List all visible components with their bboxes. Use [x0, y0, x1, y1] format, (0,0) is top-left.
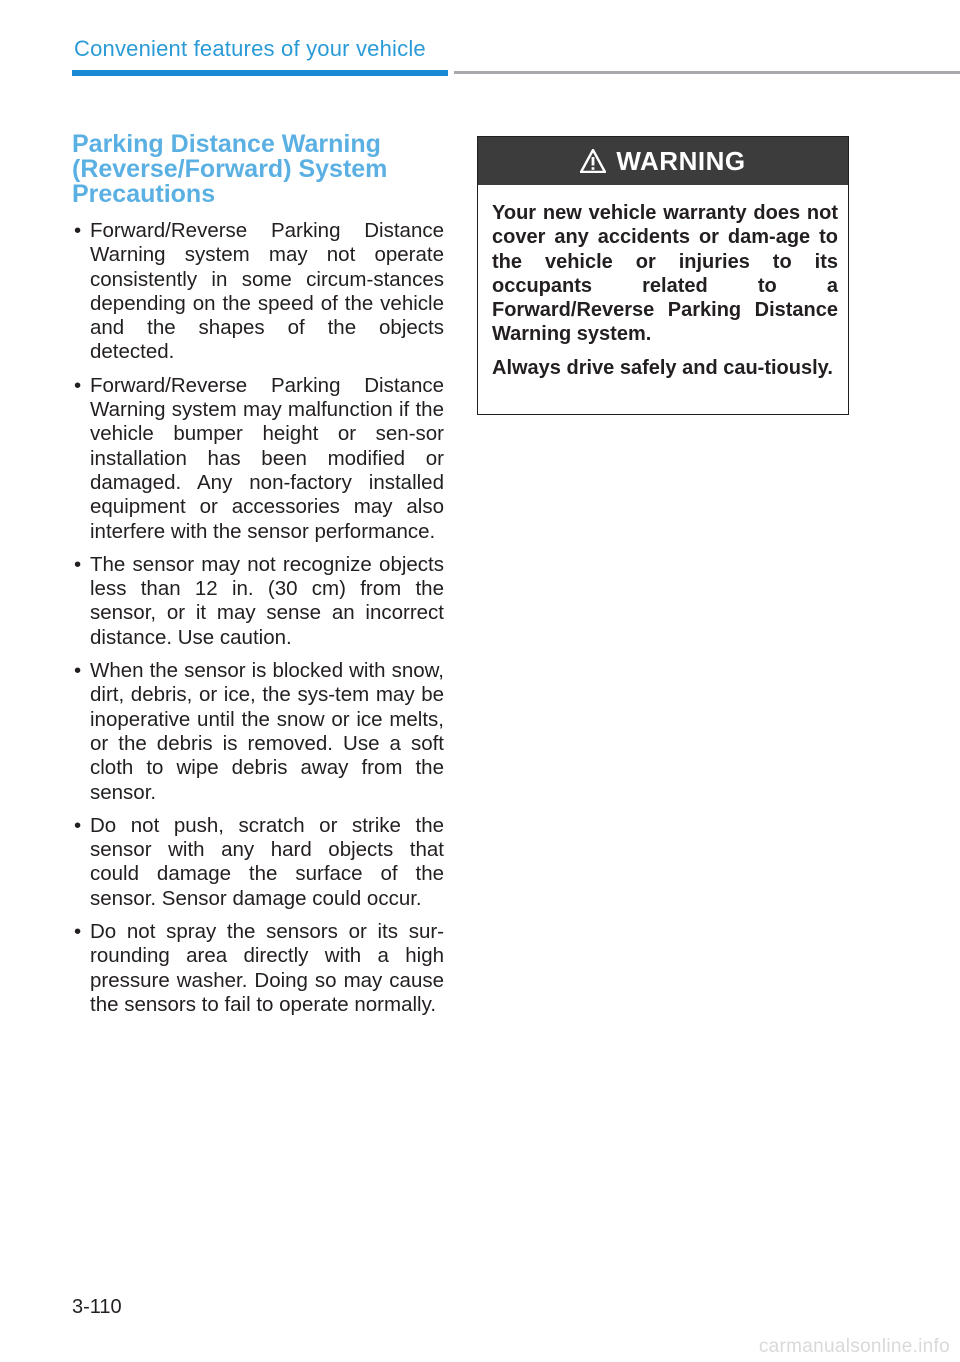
- section-header-title: Convenient features of your vehicle: [74, 36, 426, 61]
- section-heading: [72, 132, 444, 207]
- warning-paragraph: Your new vehicle warranty does not cover any accidents or dam-age to the vehicle or injuries to its occupants related to a Forward/Reverse Parking Distance Warning system.: [492, 202, 838, 346]
- bullet-icon: •: [74, 219, 82, 242]
- warning-header: [478, 137, 848, 185]
- list-item-text: Do not spray the sensors or its sur-rounding area directly with a high pressure washer. Doing so may cause the sensors to fail to operate normally.: [90, 920, 444, 1016]
- list-item: [72, 659, 444, 805]
- list-item: [72, 219, 444, 365]
- heading-line-2: (Reverse/Forward) System: [72, 155, 388, 183]
- heading-line-1: Parking Distance Warning: [72, 130, 381, 158]
- header-divider-rule: [454, 71, 960, 74]
- list-item-text: Do not push, scratch or strike the sensor with any hard objects that could damage the surface of the sensor. Sensor damage could occur.: [90, 813, 444, 910]
- list-item-text: The sensor may not recognize objects less than 12 in. (30 cm) from the sensor, or it may sense an incorrect distance. Use caution.: [90, 552, 444, 649]
- warning-box: [477, 136, 849, 415]
- bullet-icon: •: [74, 920, 82, 944]
- page-number: 3-110: [72, 1296, 122, 1318]
- list-item: [72, 920, 444, 1017]
- bullet-icon: •: [74, 659, 82, 683]
- list-item: [72, 553, 444, 650]
- list-item-text: When the sensor is blocked with snow, dirt, debris, or ice, the sys-tem may be inoperative until the snow or ice melts, or the debris is removed. Use a soft cloth to wipe debris away from the sensor.: [90, 659, 444, 804]
- bullet-icon: •: [74, 552, 82, 576]
- watermark: carmanualsonline.info: [758, 1336, 950, 1357]
- warning-triangle-icon: [580, 149, 606, 173]
- list-item-text: Forward/Reverse Parking Distance Warning system may not operate consistently in some circum-stances depending on the speed of the vehicle and the shapes of the objects detected.: [90, 219, 444, 364]
- bullet-icon: •: [74, 813, 82, 837]
- bullet-icon: •: [74, 373, 82, 397]
- warning-body: [478, 185, 848, 380]
- list-item: [72, 814, 444, 911]
- header-accent-rule: [72, 70, 448, 76]
- precautions-section: [72, 132, 444, 1026]
- heading-line-3: Precautions: [72, 180, 216, 208]
- precautions-list: [72, 219, 444, 1017]
- warning-title: WARNING: [616, 145, 746, 176]
- list-item-text: Forward/Reverse Parking Distance Warning system may malfunction if the vehicle bumper height or sen-sor installation has been modified or damaged. Any non-factory installed equipment or accessories may also interfere with the sensor performance.: [90, 373, 444, 543]
- list-item: [72, 374, 444, 544]
- warning-paragraph: Always drive safely and cau-tiously.: [492, 356, 833, 379]
